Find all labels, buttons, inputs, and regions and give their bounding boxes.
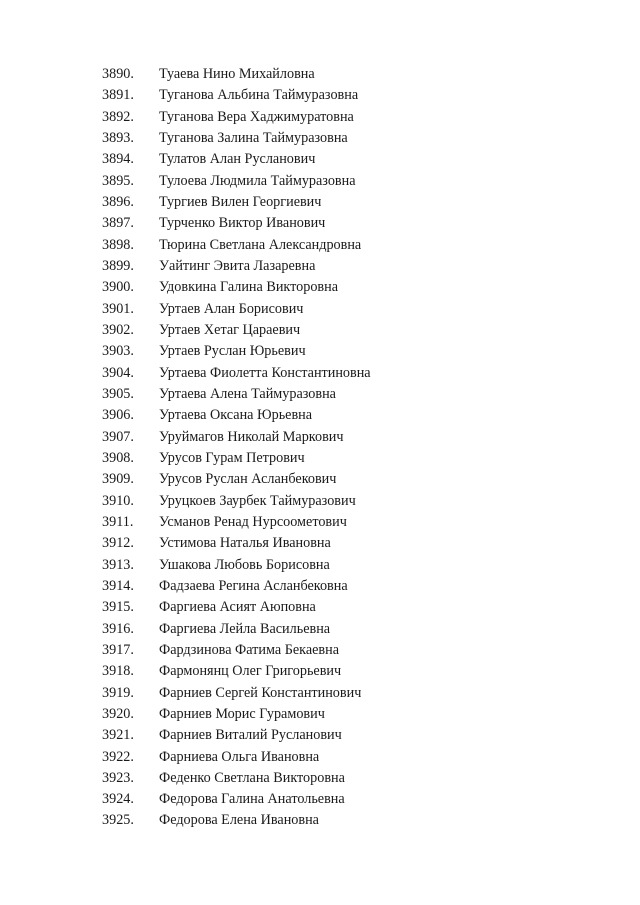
list-item: [102, 747, 522, 768]
entry-name: Усманов Ренад Нурсоометович: [159, 513, 347, 530]
list-item: [102, 683, 522, 704]
entry-name: Фардзинова Фатима Бекаевна: [159, 641, 340, 658]
list-item: [102, 619, 522, 640]
entry-name: Уртаев Хетаг Цараевич: [159, 321, 301, 338]
entry-number: 3921.: [102, 727, 134, 744]
entry-number: 3923.: [102, 769, 134, 786]
entry-number: 3913.: [102, 556, 134, 573]
list-item: [102, 427, 522, 448]
entry-number: 3907.: [102, 428, 134, 445]
list-item: [102, 213, 522, 234]
entry-name: Устимова Наталья Ивановна: [159, 535, 331, 552]
entry-name: Уртаев Руслан Юрьевич: [159, 343, 306, 360]
list-item: [102, 810, 522, 831]
entry-name: Туаева Нино Михайловна: [159, 66, 315, 82]
entry-number: 3891.: [102, 87, 134, 104]
list-item: [102, 789, 522, 810]
entry-name: Тургиев Вилен Георгиевич: [159, 193, 322, 210]
entry-number: 3909.: [102, 471, 134, 488]
list-item: [102, 768, 522, 789]
entry-name: Фаргиева Лейла Васильевна: [159, 620, 331, 637]
list-item: [102, 640, 522, 661]
entry-number: 3911.: [102, 513, 134, 530]
entry-name: Ушакова Любовь Борисовна: [159, 556, 330, 573]
entry-name: Фарниев Виталий Русланович: [159, 727, 342, 744]
entry-number: 3924.: [102, 791, 134, 808]
entry-number: 3899.: [102, 257, 134, 274]
entry-number: 3902.: [102, 321, 134, 338]
entry-number: 3893.: [102, 129, 134, 146]
list-item: [102, 512, 522, 533]
entry-name: Фарниев Морис Гурамович: [159, 705, 325, 722]
name-list: [102, 64, 522, 832]
entry-number: 3903.: [102, 343, 134, 360]
list-item: [102, 725, 522, 746]
list-item: [102, 384, 522, 405]
entry-name: Фарниев Сергей Константинович: [159, 684, 362, 701]
list-item: [102, 405, 522, 426]
list-item: [102, 299, 522, 320]
list-item: [102, 448, 522, 469]
entry-number: 3920.: [102, 705, 134, 722]
entry-number: 3895.: [102, 172, 134, 189]
entry-number: 3892.: [102, 108, 134, 125]
list-item: [102, 64, 522, 85]
entry-name: Уртаев Алан Борисович: [159, 300, 304, 317]
entry-number: 3917.: [102, 641, 134, 658]
list-item: [102, 555, 522, 576]
entry-number: 3901.: [102, 300, 134, 317]
entry-name: Турченко Виктор Иванович: [159, 215, 326, 232]
list-item: [102, 597, 522, 618]
entry-name: Тулатов Алан Русланович: [159, 151, 316, 168]
entry-number: 3890.: [102, 66, 134, 82]
entry-name: Уртаева Оксана Юрьевна: [159, 407, 313, 424]
entry-number: 3922.: [102, 748, 134, 765]
entry-name: Уайтинг Эвита Лазаревна: [159, 257, 316, 274]
entry-number: 3915.: [102, 599, 134, 616]
list-item: [102, 491, 522, 512]
entry-number: 3898.: [102, 236, 134, 253]
entry-name: Тулоева Людмила Таймуразовна: [159, 172, 356, 189]
entry-name: Фарниева Ольга Ивановна: [159, 748, 320, 765]
list-item: [102, 533, 522, 554]
entry-name: Федорова Елена Ивановна: [159, 812, 319, 829]
entry-number: 3916.: [102, 620, 134, 637]
entry-name: Удовкина Галина Викторовна: [159, 279, 339, 296]
entry-name: Урусов Гурам Петрович: [159, 449, 305, 466]
entry-number: 3925.: [102, 812, 134, 829]
entry-name: Уруцкоев Заурбек Таймуразович: [159, 492, 356, 509]
entry-name: Туганова Альбина Таймуразовна: [159, 87, 359, 104]
list-item: [102, 576, 522, 597]
entry-number: 3918.: [102, 663, 134, 680]
list-item: [102, 149, 522, 170]
entry-number: 3905.: [102, 385, 134, 402]
list-item: [102, 320, 522, 341]
entry-number: 3908.: [102, 449, 134, 466]
entry-number: 3894.: [102, 151, 134, 168]
list-item: [102, 192, 522, 213]
entry-name: Фаргиева Асият Аюповна: [159, 599, 316, 616]
entry-name: Федорова Галина Анатольевна: [159, 791, 345, 808]
entry-number: 3914.: [102, 577, 134, 594]
entry-number: 3910.: [102, 492, 134, 509]
list-item: [102, 128, 522, 149]
entry-name: Туганова Вера Хаджимуратовна: [159, 108, 354, 125]
list-item: [102, 171, 522, 192]
entry-name: Туганова Залина Таймуразовна: [159, 129, 348, 146]
entry-number: 3900.: [102, 279, 134, 296]
entry-number: 3912.: [102, 535, 134, 552]
list-item: [102, 341, 522, 362]
entry-number: 3897.: [102, 215, 134, 232]
list-item: [102, 107, 522, 128]
entry-name: Тюрина Светлана Александровна: [159, 236, 362, 253]
list-item: [102, 704, 522, 725]
entry-number: 3896.: [102, 193, 134, 210]
entry-name: Уртаева Алена Таймуразовна: [159, 385, 336, 402]
entry-name: Урусов Руслан Асланбекович: [159, 471, 337, 488]
entry-number: 3906.: [102, 407, 134, 424]
entry-name: Уруймагов Николай Маркович: [159, 428, 344, 445]
entry-name: Феденко Светлана Викторовна: [159, 769, 345, 786]
list-item: [102, 277, 522, 298]
list-item: [102, 85, 522, 106]
list-item: [102, 661, 522, 682]
entry-number: 3904.: [102, 364, 134, 381]
list-item: [102, 256, 522, 277]
list-item: [102, 469, 522, 490]
entry-name: Фармонянц Олег Григорьевич: [159, 663, 342, 680]
list-item: [102, 363, 522, 384]
list-item: [102, 235, 522, 256]
entry-name: Фадзаева Регина Асланбековна: [159, 577, 348, 594]
entry-name: Уртаева Фиолетта Константиновна: [159, 364, 371, 381]
entry-number: 3919.: [102, 684, 134, 701]
